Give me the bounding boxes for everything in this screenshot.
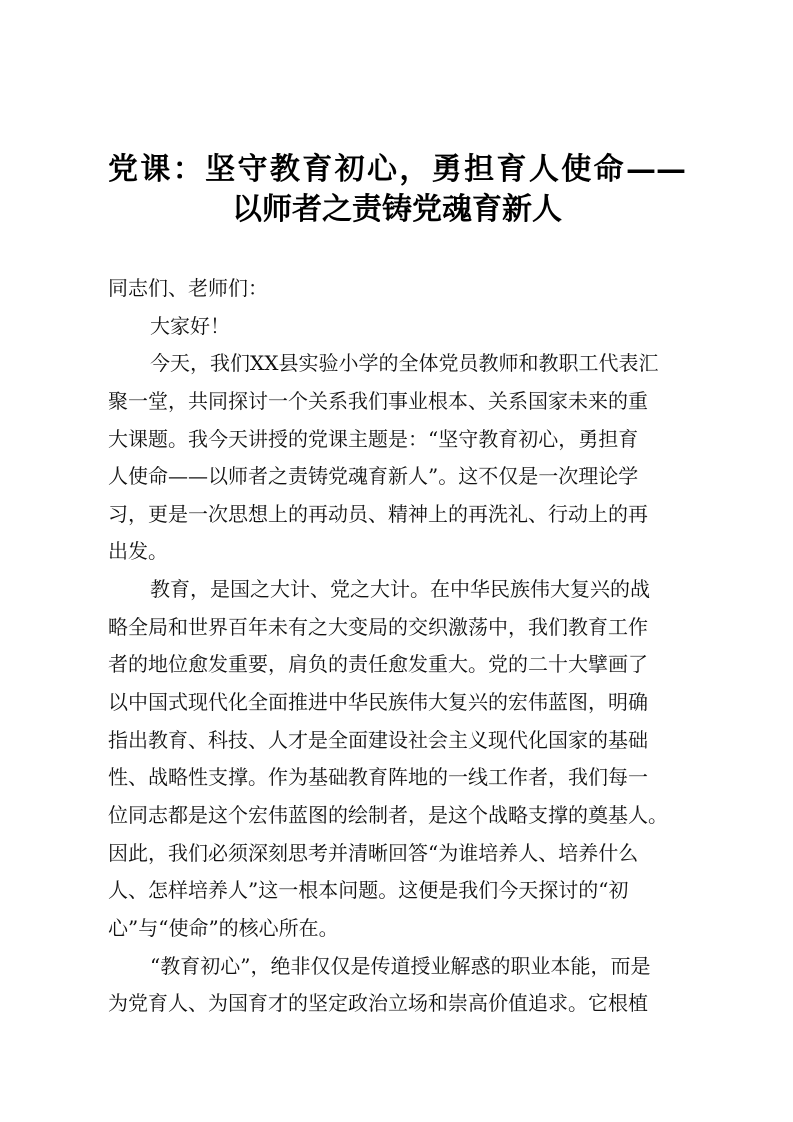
paragraph-line: 以中国式现代化全面推进中华民族伟大复兴的宏伟蓝图，明确 xyxy=(108,690,648,715)
salutation: 同志们、老师们： xyxy=(108,276,268,300)
paragraph-line: 因此，我们必须深刻思考并清晰回答“为谁培养人、培养什么 xyxy=(108,840,639,865)
document-body xyxy=(108,274,686,1027)
paragraph-line: 聚一堂，共同探讨一个关系我们事业根本、关系国家未来的重 xyxy=(108,388,648,413)
paragraph-line: 出发。 xyxy=(108,539,168,564)
paragraph-line: 性、战略性支撑。作为基础教育阵地的一线工作者，我们每一 xyxy=(108,765,648,790)
document-title-line-2: 以师者之责铸党魂育新人 xyxy=(232,192,562,227)
paragraph-line: 者的地位愈发重要，肩负的责任愈发重大。党的二十大擘画了 xyxy=(108,652,648,677)
document-title-line-1: 党课：坚守教育初心，勇担育人使命—— xyxy=(108,152,686,187)
paragraph-line: 心”与“使命”的核心所在。 xyxy=(108,915,339,940)
paragraph-line: 习，更是一次思想上的再动员、精神上的再洗礼、行动上的再 xyxy=(108,501,648,526)
paragraph-line: 指出教育、科技、人才是全面建设社会主义现代化国家的基础 xyxy=(108,727,648,752)
paragraph-line: 略全局和世界百年未有之大变局的交织激荡中，我们教育工作 xyxy=(108,614,648,639)
paragraph-line: 今天，我们XX县实验小学的全体党员教师和教职工代表汇 xyxy=(150,351,659,376)
paragraph-line: 人使命——以师者之责铸党魂育新人”。这不仅是一次理论学 xyxy=(108,464,639,489)
paragraph-line: 位同志都是这个宏伟蓝图的绘制者，是这个战略支撑的奠基人。 xyxy=(108,802,668,827)
paragraph-line: 教育，是国之大计、党之大计。在中华民族伟大复兴的战 xyxy=(150,577,650,602)
greeting: 大家好！ xyxy=(150,313,230,338)
paragraph-line: 人、怎样培养人”这一根本问题。这便是我们今天探讨的“初 xyxy=(108,878,629,903)
paragraph-line: 为党育人、为国育才的坚定政治立场和崇高价值追求。它根植 xyxy=(108,991,648,1016)
paragraph-line: 大课题。我今天讲授的党课主题是：“坚守教育初心，勇担育 xyxy=(108,426,639,451)
paragraph-line: “教育初心”，绝非仅仅是传道授业解惑的职业本能，而是 xyxy=(150,953,651,978)
